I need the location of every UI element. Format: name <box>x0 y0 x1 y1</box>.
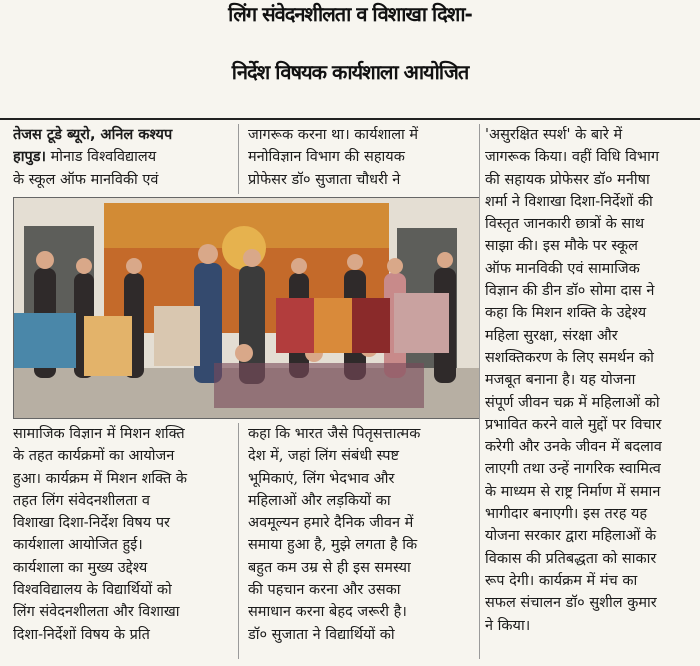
group-photo-image <box>13 197 480 419</box>
headline-line-2: निर्देश विषयक कार्यशाला आयोजित <box>231 60 469 84</box>
text-line: प्रभावित करने वाले मुद्दों पर विचार <box>485 416 662 433</box>
text-line: समाधान करना बेहद जरूरी है। <box>248 604 407 621</box>
column-divider <box>238 124 239 194</box>
text-line: साझा की। इस मौके पर स्कूल <box>485 238 638 255</box>
text-line: विशाखा दिशा-निर्देश विषय पर <box>13 515 170 532</box>
text-line: विज्ञान की डीन डॉ० सोमा दास ने <box>485 283 655 300</box>
text-line: डॉ० सुजाता ने विद्यार्थियों को <box>248 626 395 643</box>
text-line: समाया हुआ है, मुझे लगता है कि <box>248 537 418 554</box>
column-1-bottom <box>13 423 228 646</box>
text-line: महिला सुरक्षा, संरक्षा और <box>485 327 618 344</box>
column-3 <box>485 124 693 637</box>
text-line: करेगी और उनके जीवन में बदलाव <box>485 439 662 456</box>
text-line: ऑफ मानविकी एवं सामाजिक <box>485 260 640 277</box>
text-line: विस्तृत जानकारी छात्रों के साथ <box>485 216 645 233</box>
text-line: भूमिकाएं, लिंग भेदभाव और <box>248 470 395 487</box>
text-line: ने किया। <box>485 617 531 634</box>
dateline: हापुड। <box>13 149 46 166</box>
text-line: सशक्तिकरण के लिए समर्थन को <box>485 349 654 366</box>
text-line: विकास की प्रतिबद्धता को साकार <box>485 550 657 567</box>
column-1-top <box>13 124 228 191</box>
column-divider <box>238 423 239 659</box>
text-line: सफल संचालन डॉ० सुशील कुमार <box>485 595 657 612</box>
text-line: भागीदार बनाएगी। इस तरह यह <box>485 506 648 523</box>
text-line: बहुत कम उम्र से ही इस समस्या <box>248 559 411 576</box>
text-line: महिलाओं और लड़कियों का <box>248 492 391 509</box>
text-line: दिशा-निर्देशों विषय के प्रति <box>13 626 150 643</box>
text-line: जागरूक करना था। कार्यशाला में <box>248 127 419 143</box>
text-line: कहा कि भारत जैसे पितृसत्तात्मक <box>248 426 421 442</box>
text-line: शर्मा ने विशाखा दिशा-निर्देशों की <box>485 193 653 210</box>
text-line: के स्कूल ऑफ मानविकी एवं <box>13 171 159 188</box>
text-line: लाएगी तथा उन्हें नागरिक स्वामित्व <box>485 461 661 478</box>
headline-line-1: लिंग संवेदनशीलता व विशाखा दिशा- <box>228 2 472 26</box>
headline-rule <box>0 118 700 120</box>
text-line: 'असुरक्षित स्पर्श' के बारे में <box>485 127 623 143</box>
text-line: कार्यशाला का मुख्य उद्देश्य <box>13 559 148 576</box>
text-line: कार्यशाला आयोजित हुई। <box>13 537 143 554</box>
column-2-top <box>248 124 470 191</box>
text-line: अवमूल्यन हमारे दैनिक जीवन में <box>248 515 414 532</box>
text-line: हुआ। कार्यक्रम में मिशन शक्ति के <box>13 470 187 487</box>
text-line: देश में, जहां लिंग संबंधी स्पष्ट <box>248 448 399 465</box>
text-line: जागरूक किया। वहीं विधि विभाग <box>485 149 660 166</box>
text-line: प्रोफेसर डॉ० सुजाता चौधरी ने <box>248 171 401 188</box>
text-line: की पहचान करना और उसका <box>248 582 401 599</box>
column-divider <box>479 124 480 659</box>
text-line: के माध्यम से राष्ट्र निर्माण में समान <box>485 483 661 500</box>
text-line: रूप देगी। कार्यक्रम में मंच का <box>485 572 638 589</box>
byline: तेजस टूडे ब्यूरो, अनिल कश्यप <box>13 127 173 143</box>
text-line: विश्वविद्यालय के विद्यार्थियों को <box>13 582 172 599</box>
text-line: सामाजिक विज्ञान में मिशन शक्ति <box>13 426 185 442</box>
text-line: लिंग संवेदनशीलता और विशाखा <box>13 604 180 621</box>
text-line: के तहत कार्यक्रमों का आयोजन <box>13 448 175 465</box>
text-line: तहत लिंग संवेदनशीलता व <box>13 492 150 509</box>
text-line: मनोविज्ञान विभाग की सहायक <box>248 149 405 166</box>
text-line: की सहायक प्रोफेसर डॉ० मनीषा <box>485 171 650 188</box>
column-2-bottom <box>248 423 470 646</box>
text-line: योजना सरकार द्वारा महिलाओं के <box>485 528 657 545</box>
text-line: कहा कि मिशन शक्ति के उद्देश्य <box>485 305 647 322</box>
text-line: मोनाड विश्वविद्यालय <box>50 149 157 166</box>
text-line: मजबूत बनाना है। यह योजना <box>485 372 636 389</box>
text-line: संपूर्ण जीवन चक्र में महिलाओं को <box>485 394 660 411</box>
